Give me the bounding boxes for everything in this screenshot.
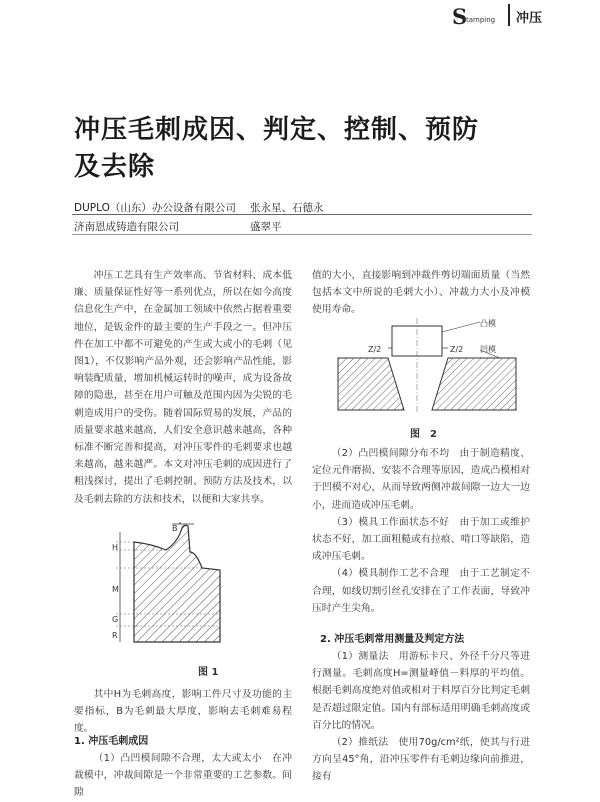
item-4-text: （4）模具制作工艺不合理 由于工艺制定不合理，如线切割引丝孔安排在了工作表面，导致冲压时产生尖角。 bbox=[312, 568, 530, 614]
affiliation-2: 济南恩成铸造有限公司 bbox=[74, 221, 179, 233]
figure-2-die-diagram bbox=[330, 318, 530, 418]
fig2-label-gap-left: Z/2 bbox=[368, 345, 382, 354]
title-line-1: 冲压毛刺成因、判定、控制、预防 bbox=[74, 115, 480, 145]
figure-1-caption: 图 1 bbox=[198, 667, 219, 678]
method-2-text: （2）推纸法 使用70g/cm²纸，使其与行进方向呈45°角，沿冲压零件有毛刺边缘向前推进，接有 bbox=[312, 737, 530, 783]
fig1-label-h: H bbox=[112, 543, 119, 552]
section-label: 冲压 bbox=[516, 11, 543, 26]
intro-text: 冲压工艺具有生产效率高、节省材料、成本低廉、质量保证性好等一系列优点，所以在如今高度信息化生产中，在金属加工领域中依然占据着重要地位，是钣金件的最主要的生产手段之一。但冲压件在加工中都不可避免的产生或大或小的毛刺（见图1），不仅影响产品外观，还会影响产品性能，影响装配质量，增加机械运转时的噪声，成为设备故障的隐患，甚至在用户可触及范围内因为尖锐的毛刺造成用户的受伤。随着国际贸易的发展，产品的质量要求越来越高，人们安全意识越来越高，各种标准不断完善和提高，对冲压零件的毛刺要求也越来越高，越来越严。本文对冲压毛刺的成因进行了粗浅探讨，提出了毛刺控制、预防方法及技术，以及毛刺去除的方法和技术，以便和大家共享。 bbox=[74, 270, 292, 505]
section-2-heading: 2. 冲压毛刺常用测量及判定方法 bbox=[320, 634, 465, 645]
fig1-label-g: G bbox=[112, 615, 119, 624]
authors-2: 盛翠平 bbox=[250, 221, 282, 233]
figure-1-burr-diagram bbox=[112, 522, 252, 646]
fig2-label-gap-right: Z/2 bbox=[450, 345, 464, 354]
right-continued-paragraph bbox=[312, 267, 530, 319]
header-divider bbox=[508, 4, 510, 26]
section-1-heading: 1. 冲压毛刺成因 bbox=[74, 736, 149, 747]
item-3-text: （3）模具工作面状态不好 由于加工或维护状态不好，加工面粗糙或有拉痕、啃口等缺陷，造成冲压毛刺。 bbox=[312, 516, 530, 563]
fig2-label-die: 凹模 bbox=[480, 345, 496, 354]
affiliation-1: DUPLO（山东）办公设备有限公司 bbox=[74, 202, 236, 214]
section-1-paragraph bbox=[74, 750, 292, 802]
right-items bbox=[312, 445, 530, 617]
fig1-label-r: R bbox=[112, 631, 118, 640]
fig1-desc-text: 其中H为毛刺高度，影响工件尺寸及功能的主要指标，B为毛刺最大厚度，影响去毛刺难易程度。 bbox=[74, 689, 292, 735]
title-line-2: 及去除 bbox=[74, 152, 156, 182]
header-rule bbox=[72, 234, 532, 235]
section-2-paragraphs bbox=[312, 648, 530, 786]
intro-paragraph bbox=[74, 267, 292, 508]
continued-text: 值的大小，直接影响到冲裁件剪切端面质量（当然包括本文中所说的毛刺大小）、冲裁力大小及冲模使用寿命。 bbox=[312, 270, 530, 316]
brand-subtitle: tamping bbox=[466, 16, 496, 24]
fig1-label-b: B bbox=[172, 524, 178, 533]
fig1-label-m: M bbox=[112, 585, 119, 594]
figure-1-description bbox=[74, 686, 292, 738]
section1-text: （1）凸凹模间隙不合理，太大或太小 在冲裁模中，冲裁间隙是一个非常重要的工艺参数。间隙 bbox=[74, 753, 292, 799]
author-rule bbox=[72, 214, 532, 215]
article-title bbox=[74, 112, 544, 186]
method-1-text: （1）测量法 用游标卡尺、外径千分尺等进行测量。毛刺高度H=测量峰值－料厚的平均值。根据毛刺高度绝对值或相对于料厚百分比判定毛刺是否超过限定值。国内有部标适用明确毛刺高度或百分比的情况。 bbox=[312, 651, 530, 731]
fig2-label-punch: 凸模 bbox=[480, 319, 496, 328]
figure-2-caption: 图 2 bbox=[410, 429, 437, 440]
item-2-text: （2）凸凹模间隙分布不均 由于制造精度、定位元件磨损、安装不合理等原因，造成凸模相对于凹模不对心，从而导致两侧冲裁间隙一边大一边小，进而造成冲压毛刺。 bbox=[312, 448, 530, 511]
brand-letter: S bbox=[452, 4, 468, 29]
authors-1: 张永星、石德永 bbox=[250, 202, 324, 214]
